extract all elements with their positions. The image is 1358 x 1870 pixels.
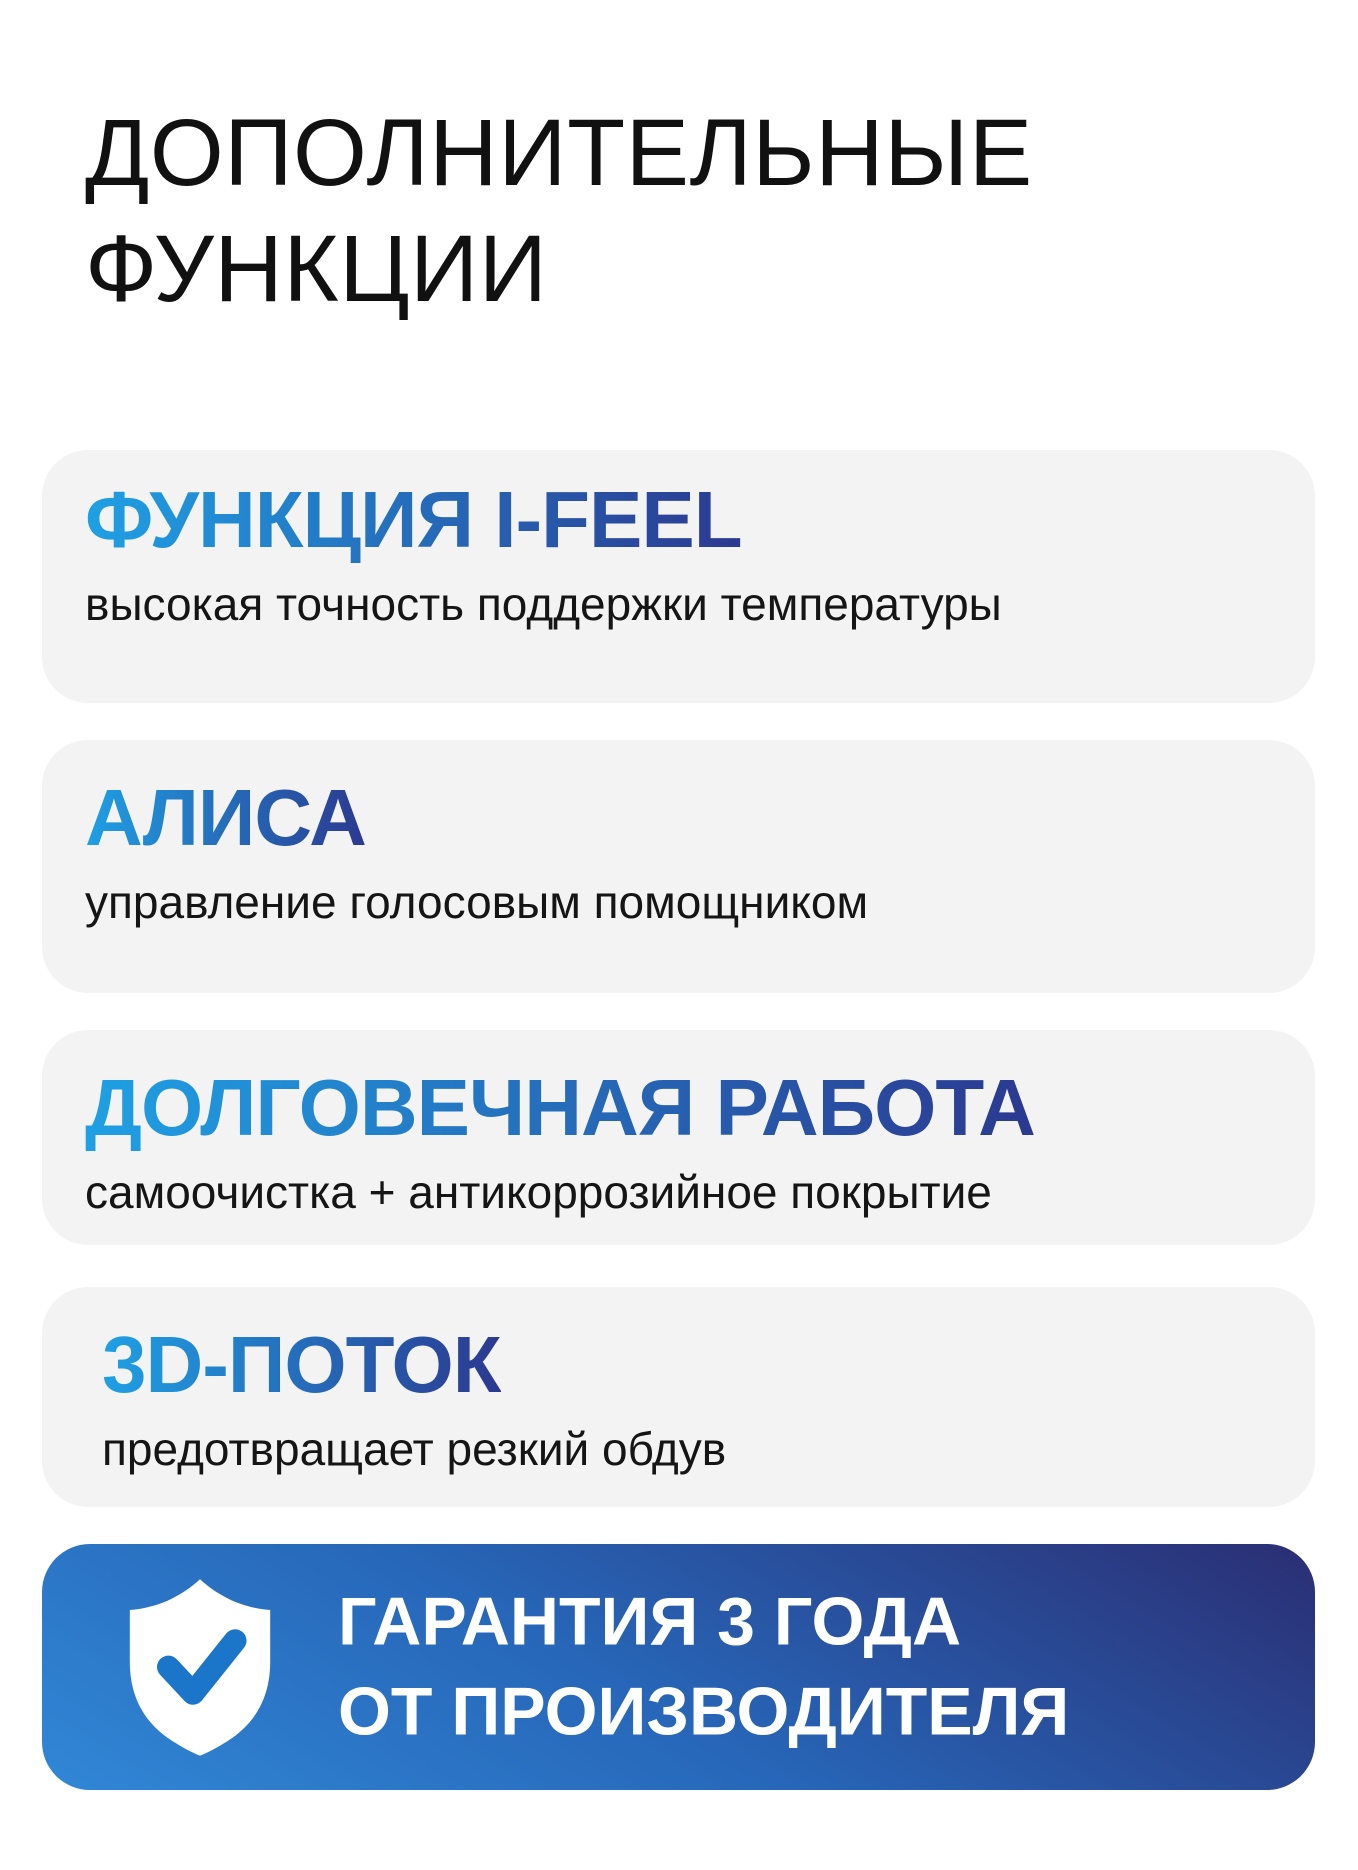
feature-card-ifeel: [42, 450, 1315, 703]
page-title-line2: ФУНКЦИИ: [85, 215, 548, 322]
page-title-line1: ДОПОЛНИТЕЛЬНЫЕ: [85, 100, 1033, 206]
feature-description: управление голосовым помощником: [85, 876, 869, 928]
page-title: [85, 96, 1033, 328]
feature-title: 3D-ПОТОК: [102, 1320, 501, 1409]
feature-description: высокая точность поддержки температуры: [85, 578, 1002, 630]
warranty-text-line2: ОТ ПРОИЗВОДИТЕЛЯ: [338, 1673, 1070, 1749]
feature-card-alisa: [42, 740, 1315, 993]
feature-title: ДОЛГОВЕЧНАЯ РАБОТА: [85, 1063, 1035, 1152]
warranty-banner: [42, 1544, 1315, 1790]
warranty-text: [338, 1577, 1069, 1757]
feature-card-durability: [42, 1030, 1315, 1245]
warranty-text-line1: ГАРАНТИЯ 3 ГОДА: [338, 1583, 962, 1660]
feature-title: ФУНКЦИЯ I-FEEL: [85, 475, 742, 564]
shield-check-icon: [112, 1574, 288, 1760]
feature-title: АЛИСА: [85, 773, 366, 862]
feature-description: самоочистка + антикоррозийное покрытие: [85, 1166, 992, 1218]
feature-card-3dflow: [42, 1287, 1315, 1507]
feature-description: предотвращает резкий обдув: [102, 1423, 727, 1475]
